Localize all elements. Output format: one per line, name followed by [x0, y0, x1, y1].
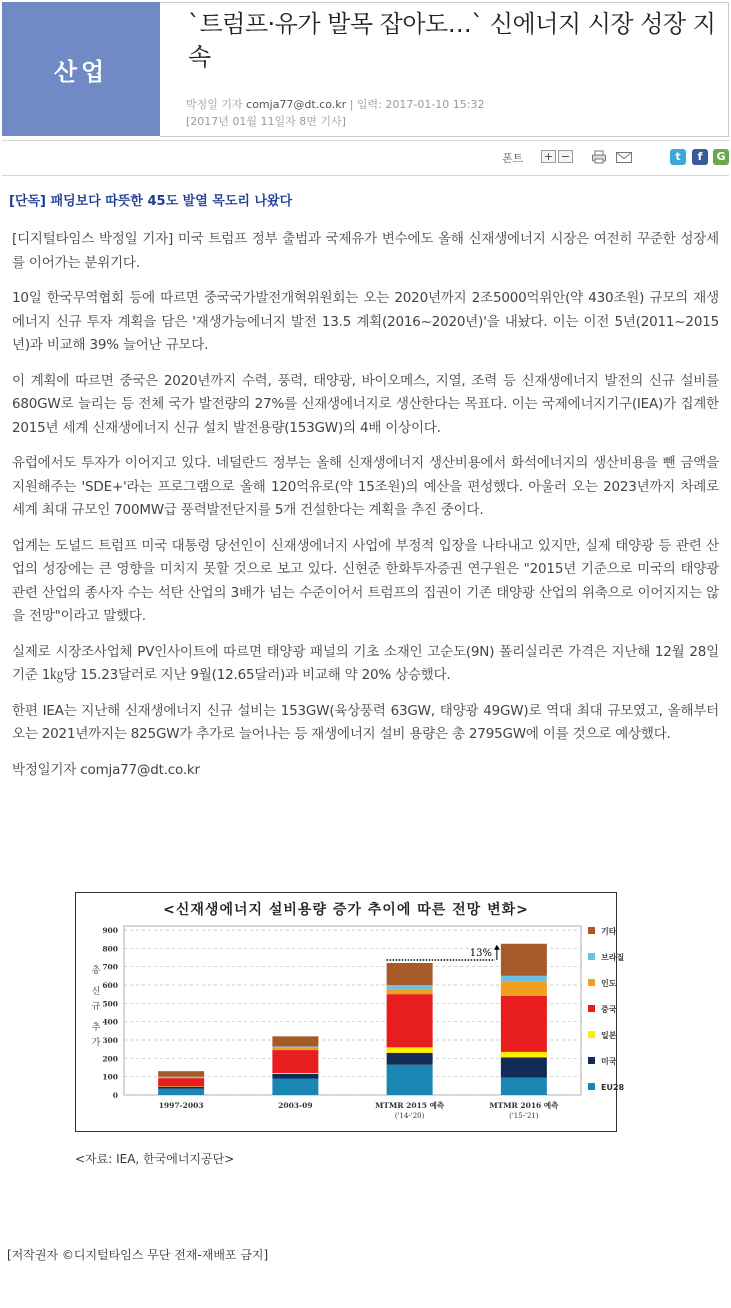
- chart-figure: [75, 892, 625, 1132]
- article-paragraph: 업계는 도널드 트럼프 미국 대통령 당선인이 신재생에너지 사업에 부정적 입장을 나타내고 있지만, 실제 태양광 등 관련 산업의 성장에는 큰 영향을 미치지 못할 것으로 보고 있다. 신현준 한화투자증권 연구원은 "2015년 기준으로 미국의 태양광 관련 산업의 종사자 수는 석탄 산업의 3배가 넘는 수준이어서 트럼프의 집권이 기존 태양광 산업의 위축으로 이어지지는 않을 전망"이라고 말했다.: [12, 537, 719, 624]
- bar-segment: [272, 1047, 318, 1050]
- article-paragraph: [디지털타임스 박정일 기자] 미국 트럼프 정부 출범과 국제유가 변수에도 올해 신재생에너지 시장은 여전히 꾸준한 성장세를 이어가는 분위기다.: [12, 231, 719, 271]
- article-paragraph: 10일 한국무역협회 등에 따르면 중국국가발전개혁위원회는 오는 2020년까지 2조5000억위안(약 430조원) 규모의 재생에너지 신규 투자 계획을 담은 '재생가능에너지 발전 13.5 계획(2016~2020년)'을 내놨다. 이는 이전 5년(2011~2015년)과 비교해 39% 늘어난 규모다.: [12, 290, 719, 353]
- bar-segment: [158, 1078, 204, 1086]
- byline-date: | 입력: 2017-01-10 15:32: [349, 98, 485, 111]
- font-increase-button[interactable]: +: [541, 150, 556, 163]
- bar-segment: [387, 1047, 433, 1053]
- y-tick-label: 500: [102, 999, 118, 1009]
- article-paragraph: 유럽에서도 투자가 이어지고 있다. 네덜란드 정부는 올해 신재생에너지 생산비용에서 화석에너지의 생산비용을 뺀 금액을 지원해주는 'SDE+'라는 프로그램으로 올해 120억유로(약 15조원)의 예산을 편성했다. 아울러 오는 2023년까지 차례로 세계 최대 규모인 700MW급 풍력발전단지를 5개 건설한다는 계획을 추진 중이다.: [12, 455, 719, 518]
- article-paragraph: 이 계획에 따르면 중국은 2020년까지 수력, 풍력, 태양광, 바이오메스, 지열, 조력 등 신재생에너지 발전의 신규 설비를 680GW로 늘리는 등 전체 국가 발전량의 27%를 신재생에너지로 생산한다는 목표다. 이는 국제에너지기구(IEA)가 집계한 2015년 세계 신재생에너지 신규 설치 발전용량(153GW)의 4배 이상이다.: [12, 372, 719, 436]
- legend-label: 일본: [601, 1031, 617, 1040]
- bar-segment: [387, 1053, 433, 1065]
- byline-email[interactable]: comja77@dt.co.kr: [246, 98, 347, 111]
- legend-label: 기타: [601, 927, 617, 936]
- x-tick-label: 2003-09: [278, 1101, 313, 1110]
- y-tick-label: 300: [102, 1036, 118, 1045]
- google-icon[interactable]: G: [713, 149, 729, 165]
- chart-caption: <자료: IEA, 한국에너지공단>: [75, 1152, 235, 1166]
- legend-swatch: [588, 953, 595, 960]
- bar-segment: [501, 944, 547, 976]
- bar-segment: [501, 976, 547, 982]
- bar-segment: [387, 963, 433, 985]
- legend-label: EU28: [601, 1083, 625, 1092]
- x-tick-label: MTMR 2016 예측: [489, 1101, 559, 1110]
- x-tick-label: 1997-2003: [158, 1101, 204, 1110]
- bar-segment: [501, 996, 547, 1052]
- legend-label: 미국: [601, 1057, 617, 1066]
- bar-segment: [158, 1087, 204, 1089]
- y-tick-label: 0: [112, 1091, 118, 1100]
- y-tick-label: 600: [102, 981, 118, 990]
- y-tick-label: 100: [102, 1072, 118, 1082]
- article-paragraph: 실제로 시장조사업체 PV인사이트에 따르면 태양광 패널의 기초 소재인 고순도(9N) 폴리실리콘 가격은 지난해 12월 28일 기준 1㎏당 15.23달러로 지난 9월(12.65달러)과 비교해 약 20% 상승했다.: [12, 643, 719, 683]
- bar-segment: [387, 985, 433, 990]
- legend-swatch: [588, 927, 595, 934]
- x-tick-label-sub: ('14-'20): [394, 1112, 425, 1120]
- bar-segment: [501, 981, 547, 996]
- chart-title: <신재생에너지 설비용량 증가 추이에 따른 전망 변화>: [163, 902, 529, 918]
- legend-label: 브라질: [601, 953, 625, 962]
- byline-author: 박정일 기자: [186, 98, 243, 111]
- legend-label: 인도: [601, 979, 617, 988]
- copyright-notice: [저작권자 ©디지털타임스 무단 전재-재배포 금지]: [7, 1248, 269, 1262]
- y-axis-label-char: 신: [91, 987, 101, 997]
- author-line: 박정일기자 comja77@dt.co.kr: [12, 761, 200, 778]
- edition-info: [2017년 01월 11일자 8면 기사]: [186, 115, 346, 128]
- bar-segment: [272, 1046, 318, 1047]
- annotation-label: 13%: [469, 947, 492, 959]
- bar-segment: [272, 1050, 318, 1073]
- legend-swatch: [588, 979, 595, 986]
- bar-segment: [158, 1077, 204, 1078]
- bar-segment: [501, 1052, 547, 1058]
- y-axis-label-char: 가: [91, 1038, 101, 1048]
- y-axis-label-char: 총: [91, 966, 101, 976]
- bar-segment: [158, 1077, 204, 1078]
- print-icon[interactable]: [591, 149, 607, 165]
- stacked-bar-chart: [76, 893, 625, 1131]
- y-tick-label: 900: [102, 926, 118, 935]
- headline: `트럼프·유가 발목 잡아도…` 신에너지 시장 성장 지속: [188, 10, 716, 71]
- article-paragraph: 한편 IEA는 지난해 신재생에너지 신규 설비는 153GW(육상풍력 63GW, 태양광 49GW)로 역대 최대 규모였고, 올해부터 오는 2021년까지는 825GW가 추가로 늘어나는 등 재생에너지 설비 용량은 총 2795GW에 이를 것으로 예상했다.: [12, 702, 719, 742]
- bar-segment: [501, 1078, 547, 1095]
- article-toolbar: [2, 140, 729, 176]
- y-axis-label-char: 추: [91, 1023, 101, 1033]
- bar-segment: [158, 1071, 204, 1077]
- y-tick-label: 700: [102, 962, 118, 972]
- promo-link[interactable]: [단독] 패딩보다 따뜻한 45도 발열 목도리 나왔다: [9, 194, 293, 209]
- y-tick-label: 200: [102, 1054, 118, 1064]
- legend-swatch: [588, 1083, 595, 1090]
- y-axis-label-char: 규: [91, 1002, 101, 1012]
- bar-segment: [272, 1074, 318, 1079]
- email-icon[interactable]: [615, 149, 631, 165]
- y-tick-label: 800: [102, 944, 118, 954]
- legend-swatch: [588, 1031, 595, 1038]
- legend-swatch: [588, 1005, 595, 1012]
- facebook-icon[interactable]: f: [692, 149, 708, 165]
- bar-segment: [387, 1065, 433, 1095]
- bar-segment: [158, 1089, 204, 1095]
- x-tick-label-sub: ('15-'21): [509, 1112, 539, 1120]
- x-tick-label: MTMR 2015 예측: [375, 1101, 445, 1110]
- twitter-icon[interactable]: t: [670, 149, 686, 165]
- bar-segment: [387, 990, 433, 995]
- bar-segment: [387, 994, 433, 1047]
- section-label[interactable]: 산업: [2, 2, 160, 136]
- bar-segment: [501, 1057, 547, 1077]
- bar-segment: [272, 1073, 318, 1074]
- font-decrease-button[interactable]: −: [558, 150, 573, 163]
- legend-swatch: [588, 1057, 595, 1064]
- bar-segment: [272, 1079, 318, 1096]
- bar-segment: [272, 1036, 318, 1046]
- legend-label: 중국: [601, 1005, 617, 1014]
- font-size-label: 폰트: [502, 152, 524, 165]
- article-body: [12, 228, 719, 794]
- byline: [186, 96, 484, 112]
- y-tick-label: 400: [102, 1017, 118, 1027]
